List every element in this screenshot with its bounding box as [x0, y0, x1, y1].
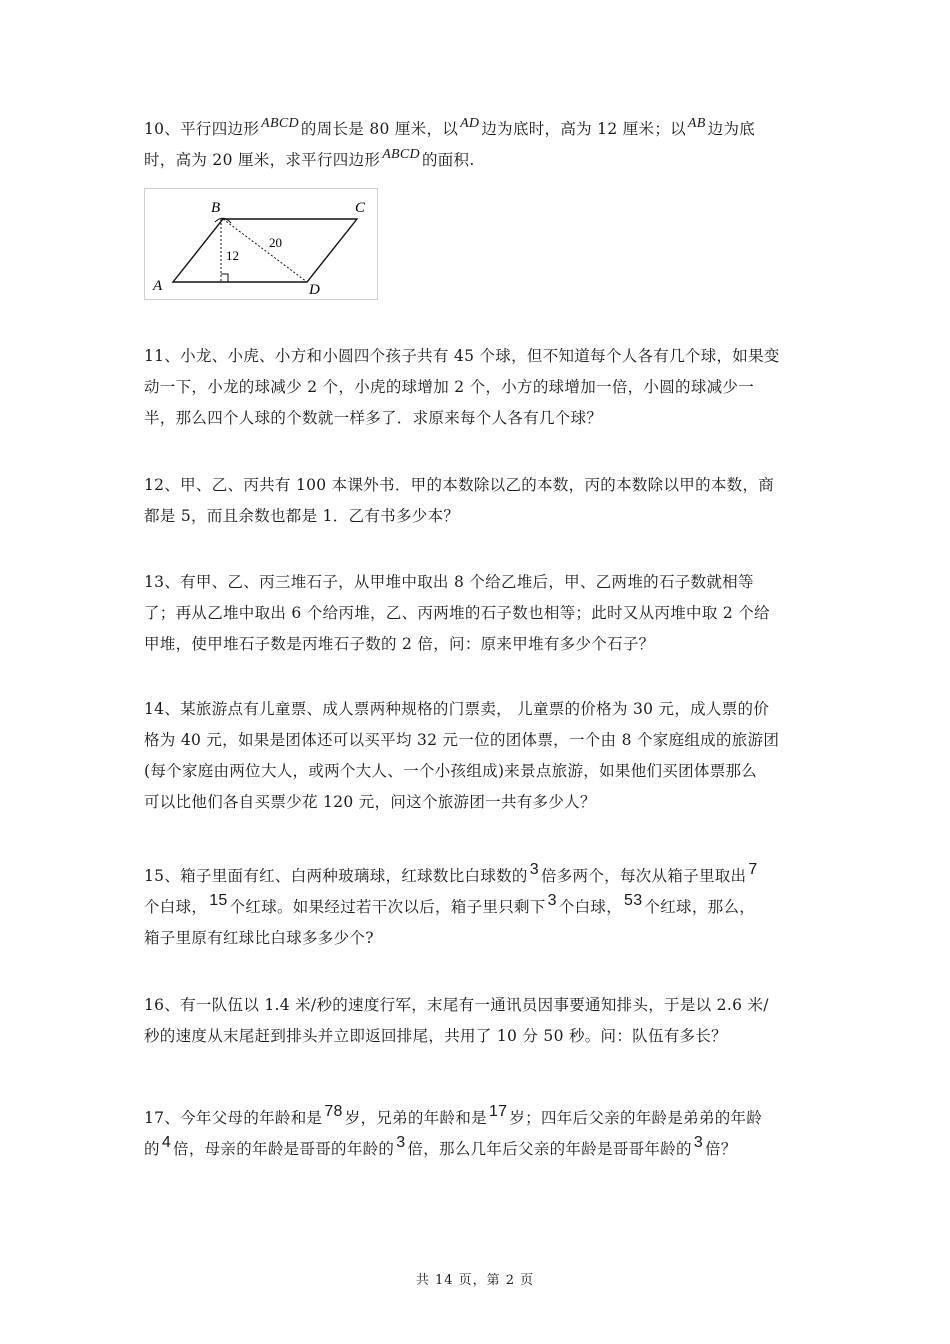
question-line	[144, 341, 812, 372]
math-variable: ABCD	[382, 147, 420, 162]
question-text: 可以比他们各自买票少花 120 元，问这个旅游团一共有多少人？	[144, 793, 596, 811]
math-number: 53	[624, 892, 643, 909]
parallelogram-figure	[144, 188, 378, 300]
question-text: 的	[144, 1140, 160, 1158]
question-text: 的周长是 80 厘米，以	[300, 120, 459, 138]
question-text: 个红球。如果经过若干次以后，箱子里只剩下	[229, 898, 546, 916]
question-line	[144, 1021, 812, 1052]
math-variable: AD	[460, 116, 480, 131]
question-text: 边为底	[707, 120, 756, 138]
math-number: 3	[529, 861, 539, 878]
question-line	[144, 1134, 812, 1165]
question-text: 时，高为 20 厘米，求平行四边形	[144, 151, 381, 169]
question-text: 箱子里原有红球比白球多多少个?	[144, 929, 374, 947]
question-line	[144, 470, 812, 501]
math-number: 7	[748, 861, 758, 878]
question-text: 倍？	[705, 1140, 737, 1158]
question-text: 的面积.	[421, 151, 475, 169]
question-10	[144, 114, 812, 176]
question-11	[144, 341, 812, 434]
question-text: 岁；四年后父亲的年龄是弟弟的年龄	[509, 1109, 763, 1127]
question-text: 13、有甲、乙、丙三堆石子，从甲堆中取出 8 个给乙堆后，甲、乙两堆的石子数就相等	[144, 573, 754, 591]
vertex-label-d: D	[309, 282, 320, 298]
math-number: 78	[324, 1103, 343, 1120]
question-line	[144, 403, 812, 434]
right-angle-mark	[221, 274, 228, 282]
question-text: 14、某旅游点有儿童票、成人票两种规格的门票卖， 儿童票的价格为 30 元，成人票的价	[144, 700, 770, 718]
height-label-12: 12	[226, 248, 239, 263]
question-text: 动一下，小龙的球减少 2 个，小虎的球增加 2 个，小方的球增加一倍，小圆的球减少一	[144, 378, 755, 396]
question-16	[144, 990, 812, 1052]
question-text: 15、箱子里面有红、白两种玻璃球，红球数比白球数的	[144, 867, 528, 885]
question-text: 11、小龙、小虎、小方和小圆四个孩子共有 45 个球，但不知道每个人各有几个球，如果变	[144, 347, 780, 365]
question-13	[144, 567, 812, 660]
vertex-label-c: C	[355, 200, 366, 216]
math-number: 17	[488, 1103, 508, 1120]
height-label-20: 20	[269, 235, 282, 250]
vertex-label-b: B	[211, 200, 221, 216]
math-number: 3	[396, 1134, 406, 1151]
question-text: 都是 5，而且余数也都是 1．乙有书多少本？	[144, 507, 460, 525]
page-footer: 共 14 页，第 2 页	[415, 1273, 535, 1288]
question-text: 个白球，	[144, 898, 208, 916]
question-15	[144, 861, 812, 954]
question-text: 半，那么四个人球的个数就一样多了．求原来每个人各有几个球？	[144, 409, 603, 427]
question-line	[144, 1103, 812, 1134]
question-text: 岁，兄弟的年龄和是	[344, 1109, 487, 1127]
question-line	[144, 501, 812, 532]
math-number: 4	[161, 1134, 172, 1151]
math-variable: ABCD	[261, 116, 299, 131]
question-line	[144, 990, 812, 1021]
question-line	[144, 756, 812, 787]
parallelogram-diagram	[145, 189, 377, 299]
question-text: 倍，母亲的年龄是哥哥的年龄的	[173, 1140, 395, 1158]
question-text: (每个家庭由两位大人，或两个大人、一个小孩组成)来景点旅游，如果他们买团体票那么	[144, 762, 758, 780]
question-text: 10、平行四边形	[144, 120, 260, 138]
question-text: 16、有一队伍以 1.4 米/秒的速度行军，末尾有一通讯员因事要通知排头，于是以 2.6 米/	[144, 996, 769, 1014]
question-line	[144, 923, 812, 954]
math-number: 3	[693, 1134, 704, 1151]
question-text: 秒的速度从末尾赶到排头并立即返回排尾，共用了 10 分 50 秒。问：队伍有多长？	[144, 1027, 727, 1045]
question-line	[144, 629, 812, 660]
math-variable: AB	[687, 116, 706, 131]
question-text: 了；再从乙堆中取出 6 个给丙堆，乙、丙两堆的石子数也相等；此时又从丙堆中取 2 个给	[144, 604, 770, 622]
question-14	[144, 694, 812, 818]
question-text: 甲堆，使甲堆石子数是丙堆石子数的 2 倍，问：原来甲堆有多少个石子？	[144, 635, 655, 653]
question-text: 12、甲、乙、丙共有 100 本课外书．甲的本数除以乙的本数，丙的本数除以甲的本数，商	[144, 476, 775, 494]
question-text: 倍，那么几年后父亲的年龄是哥哥年龄的	[407, 1140, 692, 1158]
vertex-label-a: A	[153, 278, 163, 294]
question-12	[144, 470, 812, 532]
question-line	[144, 787, 812, 818]
question-text: 17、今年父母的年龄和是	[144, 1109, 323, 1127]
math-number: 3	[547, 892, 557, 909]
question-line	[144, 372, 812, 403]
question-line	[144, 892, 812, 923]
question-text: 边为底时，高为 12 厘米；以	[481, 120, 686, 138]
question-text: 个白球，	[558, 898, 623, 916]
question-line	[144, 567, 812, 598]
question-text: 倍多两个，每次从箱子里取出	[540, 867, 747, 885]
question-text: 格为 40 元，如果是团体还可以买平均 32 元一位的团体票，一个由 8 个家庭组成的旅游团	[144, 731, 780, 749]
question-line	[144, 598, 812, 629]
question-text: 个红球，那么，	[644, 898, 756, 916]
question-17	[144, 1103, 812, 1165]
question-line	[144, 861, 812, 892]
question-line	[144, 694, 812, 725]
math-number: 15	[209, 892, 228, 909]
question-line	[144, 114, 812, 145]
question-line	[144, 145, 812, 176]
question-line	[144, 725, 812, 756]
